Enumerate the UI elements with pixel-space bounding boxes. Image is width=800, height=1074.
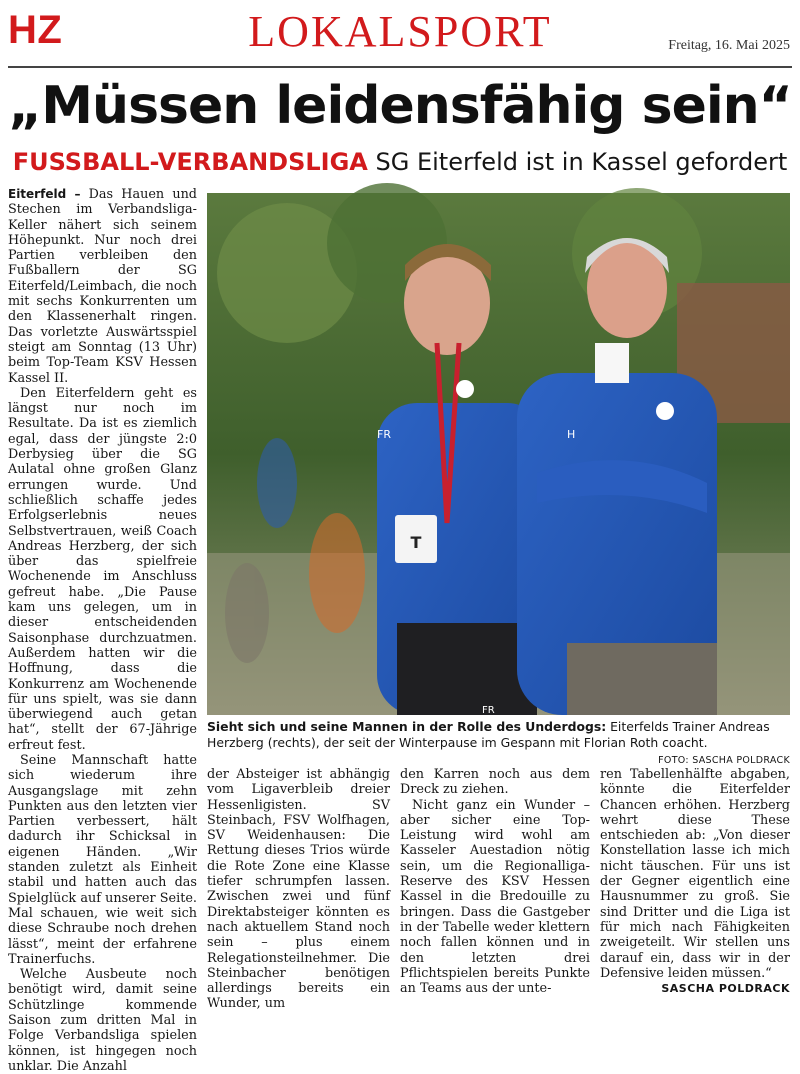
author-byline: SASCHA POLDRACK <box>661 982 790 996</box>
headline: „Müssen leidensfähig sein“ <box>8 76 792 136</box>
photo-credit: FOTO: SASCHA POLDRACK <box>658 755 790 766</box>
article-photo <box>207 193 790 715</box>
paragraph: Welche Ausbeute noch benötigt wird, damit seine Schützlinge kommende Saison zum dritten Mal in Folge Verbandsliga spielen können, ist hingegen noch unklar. Die Anzahl <box>8 967 197 1074</box>
kicker: FUSSBALL-VERBANDSLIGA <box>12 148 368 176</box>
jacket-initials-left: FR <box>377 428 391 441</box>
article-column-4 <box>600 767 790 996</box>
jacket-initials-right: H <box>567 428 576 441</box>
paragraph: der Absteiger ist abhängig vom Ligaverbleib dreier Hessenligisten. SV Steinbach, FSV Wolfhagen, SV Weidenhausen: Die Rettung dieses Trios würde die Rote Zone eine Klasse tiefer schrumpfen lassen. Zwischen zwei und fünf Direktabsteiger könnten es nach aktuellem Stand noch sein – plus einem Relegationsteilnehmer. Die Steinbacher benötigen allerdings bereits ein Wunder, um <box>207 767 390 1012</box>
article-column-1 <box>8 187 198 1074</box>
article-column-3 <box>400 767 590 997</box>
subheadline-text: SG Eiterfeld ist in Kassel gefordert <box>375 148 788 176</box>
photo-caption <box>207 719 790 769</box>
brand-logo: HZ <box>8 8 63 52</box>
issue-date: Freitag, 16. Mai 2025 <box>668 38 790 53</box>
article-column-2 <box>207 767 390 1012</box>
subheadline <box>0 148 800 176</box>
paragraph: ren Tabellenhälfte abgaben, könnte die Eiterfelder Chancen erhöhen. Herzberg wehrt diese These entschieden ab: „Von dieser Konstellation lasse ich mich nicht täuschen. Für uns ist der Gegner eigentlich eine Hausnummer zu groß. Sie sind Dritter und die Liga ist für mich nach Fähigkeiten zweigeteilt. Wir stellen uns darauf ein, dass wir in der Defensive leiden müssen.“ SASCHA POLDRACK <box>600 767 790 996</box>
dateline: Eiterfeld – <box>8 187 81 201</box>
masthead <box>0 0 800 66</box>
paragraph: Nicht ganz ein Wunder – aber sicher eine Top-Leistung wird wohl am Kasseler Auestadion nötig sein, um die Regionalliga-Reserve des KSV Hessen Kassel in die Bredouille zu bringen. Dass die Gastgeber in der Tabelle weder klettern noch fallen können und in den letzten drei Pflichtspielen bereits Punkte an Teams aus der unte- <box>400 797 590 997</box>
section-title: LOKALSPORT <box>248 7 552 56</box>
shorts-initials: FR <box>482 705 495 716</box>
caption-lead: Sieht sich und seine Mannen in der Rolle des Underdogs: <box>207 719 607 734</box>
caption-text: Eiterfelds Trainer Andreas Herzberg (rechts), der seit der Winterpause im Gespann mit Florian Roth coacht. <box>207 719 770 750</box>
paragraph: Seine Mannschaft hatte sich wiederum ihre Ausgangslage mit zehn Punkten aus den letzten vier Partien verbessert, hält dadurch ihr Schicksal in eigenen Händen. „Wir standen zuletzt als Einheit stabil und hatten auch das Spielglück auf unserer Seite. Mal schauen, wie weit sich diese Schraube noch drehen lässt“, meint der erfahrene Trainerfuchs. <box>8 752 197 967</box>
masthead-rule <box>8 66 792 68</box>
badge-letter: T <box>410 533 422 552</box>
paragraph: Eiterfeld – Das Hauen und Stechen im Verbandsliga-Keller nähert sich seinem Höhepunkt. Nur noch drei Partien verbleiben den Fußballern der SG Eiterfeld/Leimbach, die noch mit sechs Konkurrenten um den Klassenerhalt ringen. Das vorletzte Auswärtsspiel steigt am Sonntag (13 Uhr) beim Top-Team KSV Hessen Kassel II. <box>8 187 198 386</box>
paragraph: Den Eiterfeldern geht es längst nur noch im Resultate. Da ist es ziemlich egal, dass der jüngste 2:0 Derbysieg über die SG Aulatal ohne großen Glanz errungen wurde. Und schließlich schaffe jedes Erfolgserlebnis neues Selbstvertrauen, weiß Coach Andreas Herzberg, der sich über das spielfreie Wochenende im Anschluss gefreut habe. „Die Pause kam uns gelegen, um in dieser entscheidenden Saisonphase durchzuatmen. Außerdem hatten wir die Hoffnung, dass die Konkurrenz am Wochenende für uns spielt, was sie dann überwiegend auch getan hat“, stellt der 67-Jährige erfreut fest. <box>8 385 197 753</box>
paragraph: den Karren noch aus dem Dreck zu ziehen. <box>400 767 590 798</box>
